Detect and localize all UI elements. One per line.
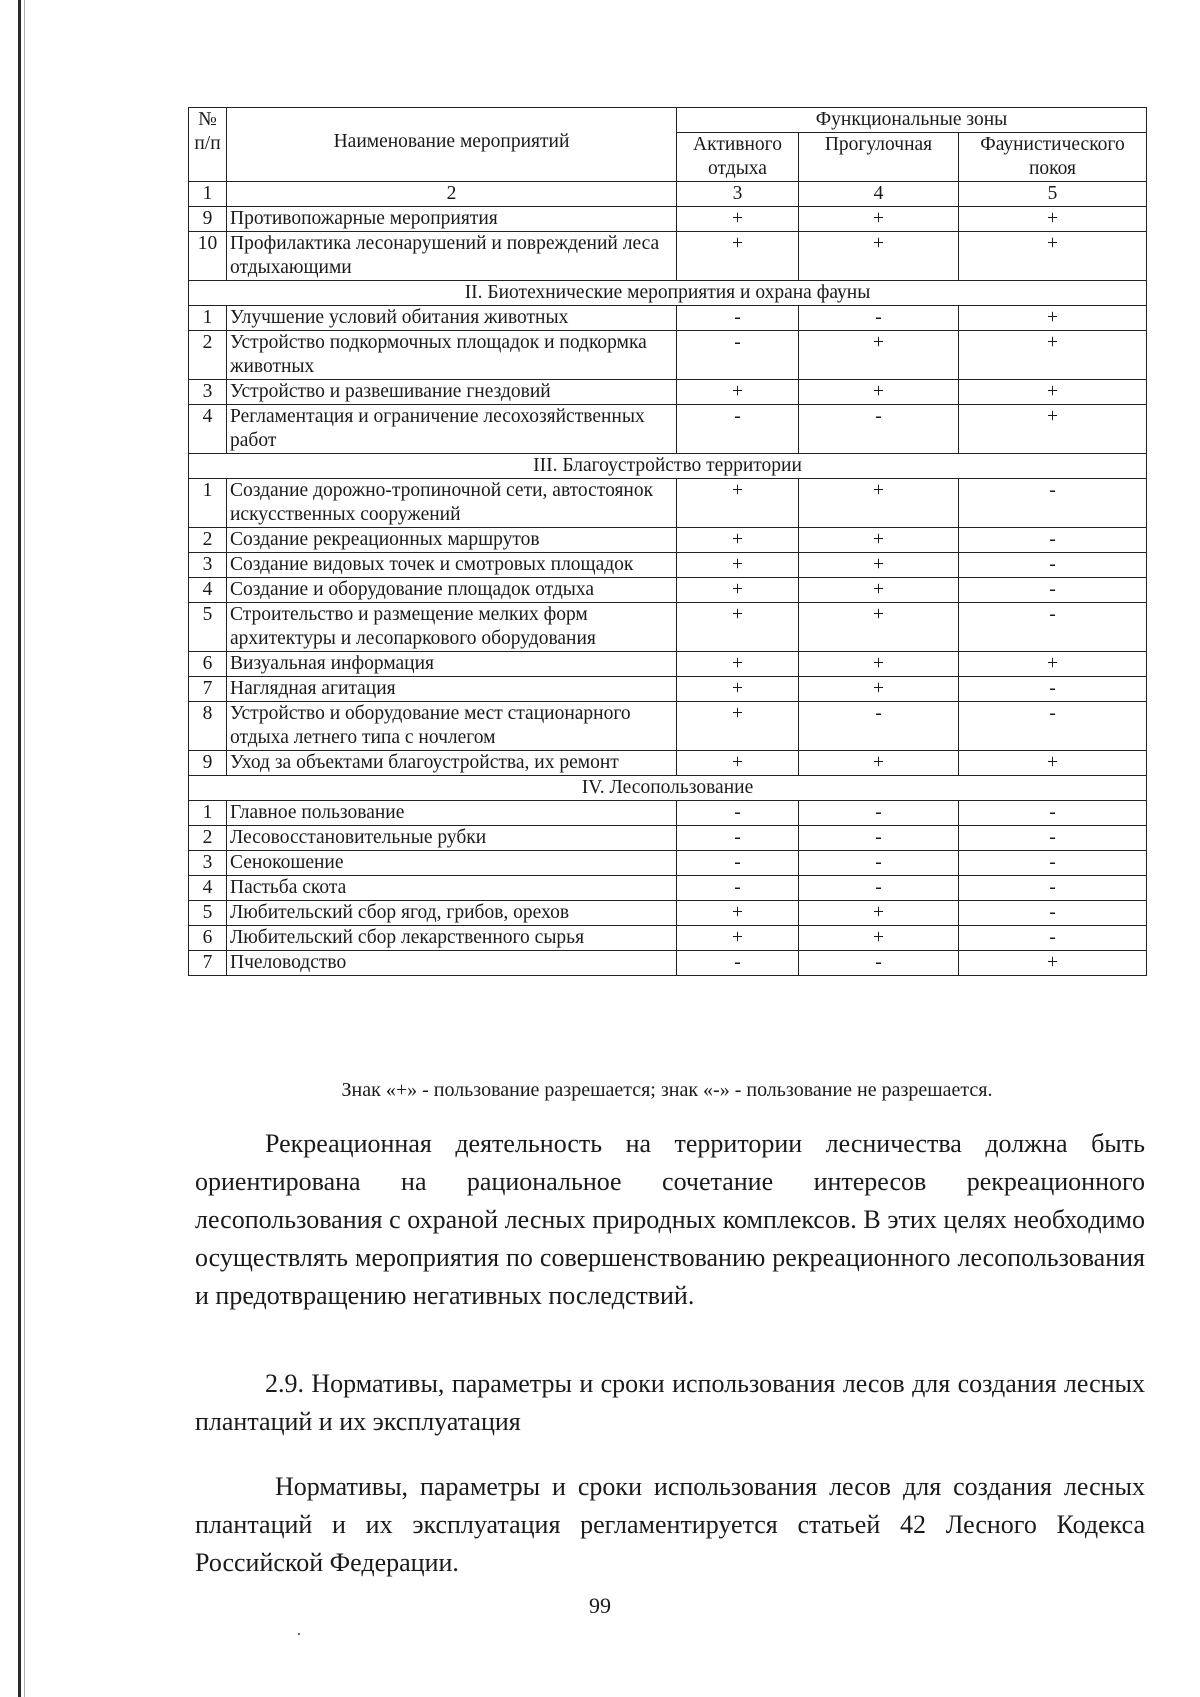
row-number: 9 (189, 207, 227, 232)
row-activity-name: Профилактика лесонарушений и повреждений леса отдыхающими (227, 232, 677, 281)
row-zone-active-mark: - (677, 951, 799, 976)
row-zone-walking-mark: - (799, 801, 959, 826)
row-zone-walking-mark: + (799, 528, 959, 553)
row-activity-name: Пчеловодство (227, 951, 677, 976)
row-number: 3 (189, 380, 227, 405)
row-activity-name: Улучшение условий обитания животных (227, 306, 677, 331)
section-row (189, 776, 1147, 801)
row-zone-walking-mark: + (799, 926, 959, 951)
row-number: 2 (189, 826, 227, 851)
colnum-3: 3 (677, 182, 799, 207)
row-zone-active-mark: + (677, 578, 799, 603)
row-zone-active-mark: + (677, 677, 799, 702)
table-row (189, 207, 1147, 232)
row-zone-active-mark: - (677, 331, 799, 380)
row-number: 1 (189, 801, 227, 826)
row-number: 1 (189, 306, 227, 331)
row-zone-active-mark: + (677, 603, 799, 652)
row-zone-fauna-mark: - (959, 801, 1147, 826)
row-activity-name: Любительский сбор ягод, грибов, орехов (227, 901, 677, 926)
row-number: 3 (189, 553, 227, 578)
row-zone-fauna-mark: + (959, 306, 1147, 331)
row-zone-active-mark: - (677, 801, 799, 826)
row-zone-walking-mark: + (799, 232, 959, 281)
colnum-1: 1 (189, 182, 227, 207)
table-row (189, 331, 1147, 380)
row-number: 5 (189, 901, 227, 926)
section-title: III. Благоустройство территории (189, 454, 1147, 479)
table-row (189, 876, 1147, 901)
row-zone-fauna-mark: - (959, 528, 1147, 553)
row-number: 1 (189, 479, 227, 528)
row-zone-active-mark: - (677, 306, 799, 331)
row-zone-fauna-mark: + (959, 380, 1147, 405)
row-number: 2 (189, 331, 227, 380)
row-zone-active-mark: + (677, 926, 799, 951)
row-activity-name: Уход за объектами благоустройства, их ремонт (227, 751, 677, 776)
row-zone-fauna-mark: + (959, 232, 1147, 281)
row-zone-walking-mark: + (799, 578, 959, 603)
row-number: 9 (189, 751, 227, 776)
header-name: Наименование мероприятий (227, 108, 677, 182)
row-activity-name: Лесовосстановительные рубки (227, 826, 677, 851)
table-row (189, 951, 1147, 976)
table-row (189, 926, 1147, 951)
row-activity-name: Противопожарные мероприятия (227, 207, 677, 232)
row-zone-active-mark: - (677, 826, 799, 851)
row-zone-walking-mark: + (799, 603, 959, 652)
table-row (189, 603, 1147, 652)
row-zone-fauna-mark: - (959, 826, 1147, 851)
table-row (189, 306, 1147, 331)
row-zone-fauna-mark: - (959, 702, 1147, 751)
functional-zones-table (188, 107, 1147, 976)
row-zone-fauna-mark: - (959, 553, 1147, 578)
row-activity-name: Создание дорожно-тропиночной сети, автостоянок искусственных сооружений (227, 479, 677, 528)
row-zone-active-mark: + (677, 751, 799, 776)
row-number: 7 (189, 951, 227, 976)
row-activity-name: Устройство подкормочных площадок и подкормка животных (227, 331, 677, 380)
row-zone-active-mark: - (677, 851, 799, 876)
row-activity-name: Любительский сбор лекарственного сырья (227, 926, 677, 951)
section-row (189, 454, 1147, 479)
section-heading-2-9: 2.9. Нормативы, параметры и сроки использования лесов для создания лесных плантаций и их эксплуатация (195, 1369, 1145, 1436)
paragraph-plantations: Нормативы, параметры и сроки использования лесов для создания лесных плантаций и их эксплуатация регламентируется статьей 42 Лесного Кодекса Российской Федерации. (195, 1472, 1145, 1577)
row-zone-fauna-mark: + (959, 207, 1147, 232)
table-row (189, 851, 1147, 876)
row-zone-active-mark: + (677, 380, 799, 405)
row-zone-active-mark: - (677, 405, 799, 454)
row-zone-walking-mark: + (799, 331, 959, 380)
section-title: IV. Лесопользование (189, 776, 1147, 801)
row-activity-name: Создание и оборудование площадок отдыха (227, 578, 677, 603)
row-zone-active-mark: + (677, 207, 799, 232)
row-zone-active-mark: - (677, 876, 799, 901)
row-zone-active-mark: + (677, 901, 799, 926)
row-zone-active-mark: + (677, 528, 799, 553)
row-activity-name: Регламентация и ограничение лесохозяйственных работ (227, 405, 677, 454)
table-row (189, 901, 1147, 926)
row-zone-fauna-mark: - (959, 851, 1147, 876)
row-zone-fauna-mark: + (959, 405, 1147, 454)
table-row (189, 652, 1147, 677)
row-number: 2 (189, 528, 227, 553)
row-zone-active-mark: + (677, 702, 799, 751)
table-row (189, 405, 1147, 454)
table-row (189, 553, 1147, 578)
row-zone-walking-mark: + (799, 207, 959, 232)
table-row (189, 677, 1147, 702)
row-zone-fauna-mark: + (959, 331, 1147, 380)
row-zone-fauna-mark: - (959, 901, 1147, 926)
header-zone-active: Активного отдыха (677, 133, 799, 182)
row-activity-name: Пастьба скота (227, 876, 677, 901)
table-row (189, 479, 1147, 528)
row-activity-name: Главное пользование (227, 801, 677, 826)
page-number: 99 (589, 1593, 611, 1618)
row-activity-name: Наглядная агитация (227, 677, 677, 702)
row-number: 8 (189, 702, 227, 751)
paragraph-recreation: Рекреационная деятельность на территории лесничества должна быть ориентирована на рациональное сочетание интересов рекреационного лесопользования с охраной лесных природных комплексов. В этих целях необходимо осуществлять мероприятия по совершенствованию рекреационного лесопользования и предотвращению негативных последствий. (195, 1129, 1145, 1310)
row-zone-fauna-mark: + (959, 951, 1147, 976)
row-zone-walking-mark: + (799, 652, 959, 677)
row-zone-fauna-mark: - (959, 677, 1147, 702)
row-zone-walking-mark: - (799, 876, 959, 901)
row-zone-active-mark: + (677, 652, 799, 677)
row-zone-walking-mark: + (799, 380, 959, 405)
table-row (189, 751, 1147, 776)
row-zone-fauna-mark: - (959, 926, 1147, 951)
table-row (189, 826, 1147, 851)
row-zone-active-mark: + (677, 553, 799, 578)
row-number: 4 (189, 876, 227, 901)
row-number: 4 (189, 578, 227, 603)
row-zone-walking-mark: + (799, 751, 959, 776)
header-zone-fauna: Фаунистического покоя (959, 133, 1147, 182)
row-zone-active-mark: + (677, 479, 799, 528)
scan-edge (18, 0, 21, 1697)
header-num: № п/п (189, 108, 227, 182)
row-zone-walking-mark: - (799, 826, 959, 851)
table-row (189, 702, 1147, 751)
table-row (189, 801, 1147, 826)
row-zone-walking-mark: + (799, 553, 959, 578)
scan-edge-shadow (24, 0, 25, 1697)
row-activity-name: Создание рекреационных маршрутов (227, 528, 677, 553)
table-row (189, 232, 1147, 281)
row-zone-fauna-mark: + (959, 652, 1147, 677)
row-zone-fauna-mark: - (959, 578, 1147, 603)
section-title: II. Биотехнические мероприятия и охрана фауны (189, 281, 1147, 306)
row-activity-name: Визуальная информация (227, 652, 677, 677)
colnum-5: 5 (959, 182, 1147, 207)
table-row (189, 578, 1147, 603)
table-row (189, 528, 1147, 553)
legend-note: Знак «+» - пользование разрешается; знак «-» - пользование не разрешается. (341, 1079, 993, 1101)
row-number: 6 (189, 652, 227, 677)
row-zone-walking-mark: + (799, 479, 959, 528)
colnum-4: 4 (799, 182, 959, 207)
row-number: 10 (189, 232, 227, 281)
row-zone-walking-mark: - (799, 702, 959, 751)
scan-speck (298, 1633, 300, 1635)
row-number: 4 (189, 405, 227, 454)
row-number: 7 (189, 677, 227, 702)
row-number: 3 (189, 851, 227, 876)
header-zone-walking: Прогулочная (799, 133, 959, 182)
table-row (189, 380, 1147, 405)
row-zone-walking-mark: - (799, 951, 959, 976)
row-zone-walking-mark: - (799, 851, 959, 876)
header-zones-title: Функциональные зоны (677, 108, 1147, 133)
row-zone-walking-mark: + (799, 677, 959, 702)
row-activity-name: Устройство и оборудование мест стационарного отдыха летнего типа с ночлегом (227, 702, 677, 751)
row-zone-fauna-mark: + (959, 751, 1147, 776)
row-activity-name: Сенокошение (227, 851, 677, 876)
row-zone-fauna-mark: - (959, 479, 1147, 528)
section-row (189, 281, 1147, 306)
row-zone-fauna-mark: - (959, 603, 1147, 652)
row-activity-name: Строительство и размещение мелких форм архитектуры и лесопаркового оборудования (227, 603, 677, 652)
row-activity-name: Устройство и развешивание гнездовий (227, 380, 677, 405)
row-number: 5 (189, 603, 227, 652)
row-zone-walking-mark: - (799, 306, 959, 331)
row-zone-walking-mark: + (799, 901, 959, 926)
row-zone-fauna-mark: - (959, 876, 1147, 901)
colnum-2: 2 (227, 182, 677, 207)
row-zone-active-mark: + (677, 232, 799, 281)
row-activity-name: Создание видовых точек и смотровых площадок (227, 553, 677, 578)
row-zone-walking-mark: - (799, 405, 959, 454)
row-number: 6 (189, 926, 227, 951)
column-numbers-row (189, 182, 1147, 207)
